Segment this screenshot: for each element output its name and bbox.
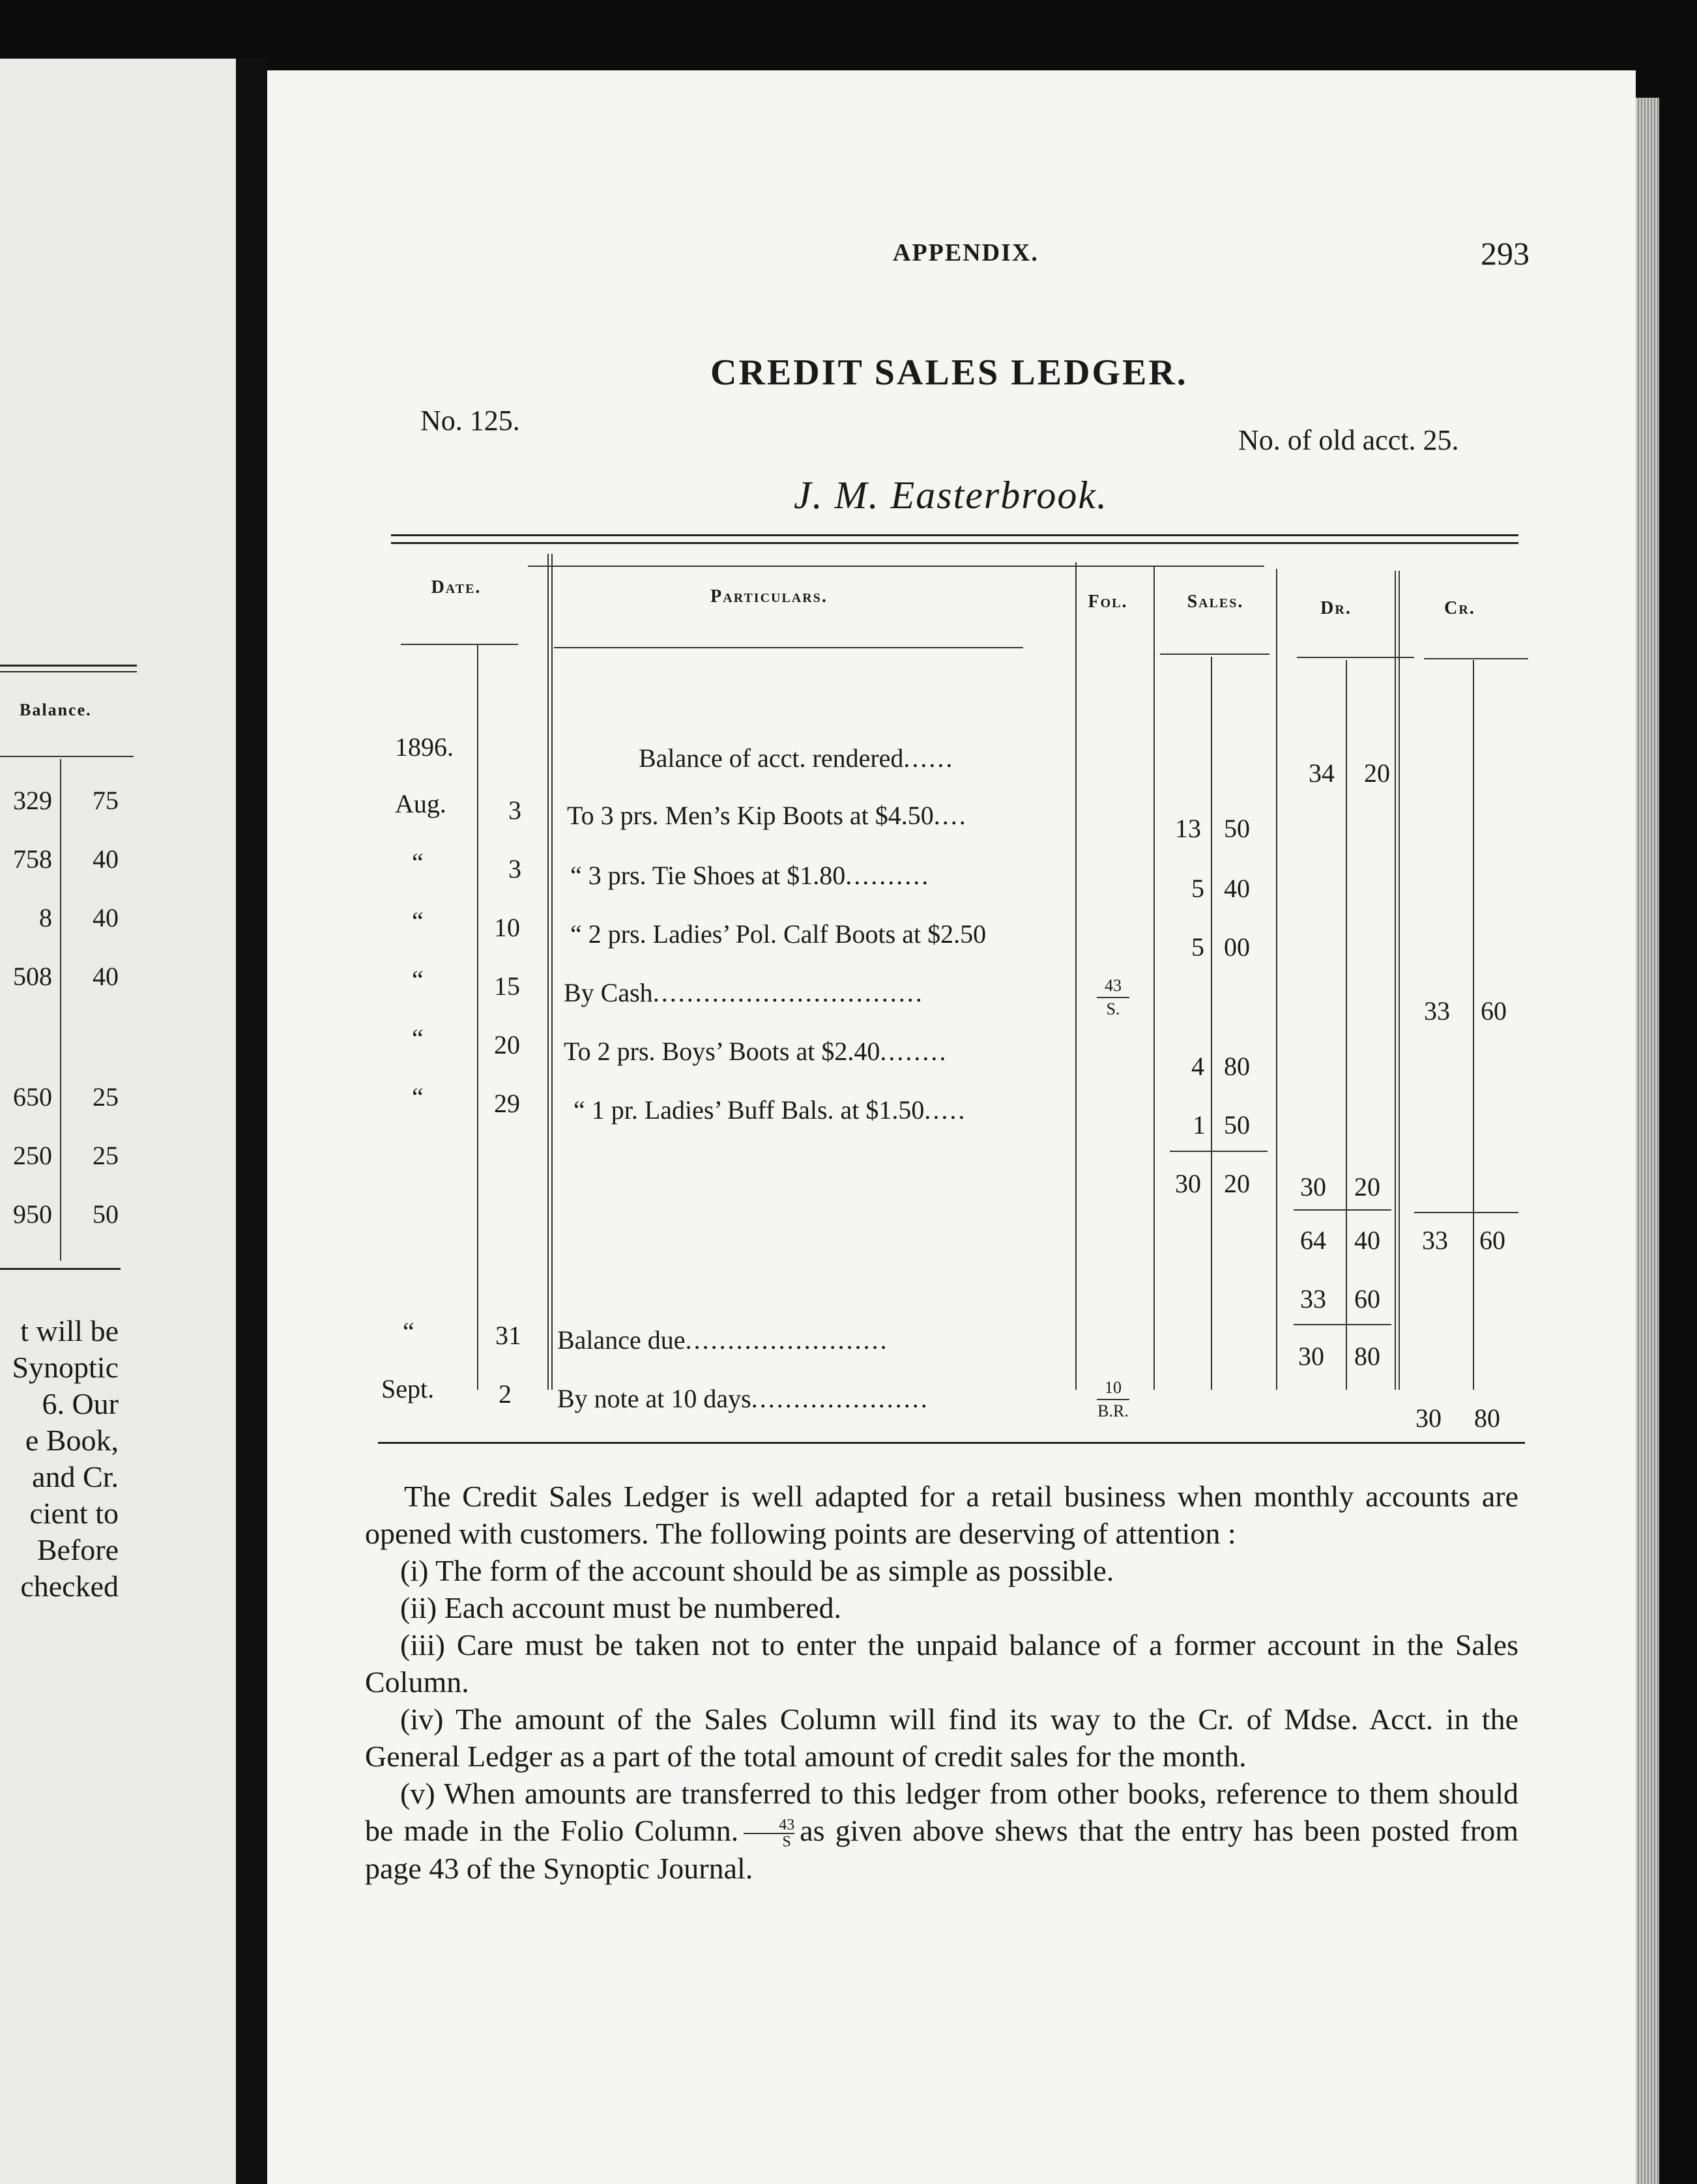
date-month: “ bbox=[412, 848, 424, 877]
cr-cents: 60 bbox=[1481, 996, 1507, 1026]
table-top-rule bbox=[391, 534, 1518, 536]
left-amount: 8 bbox=[39, 903, 52, 932]
particulars-entry: To 2 prs. Boys’ Boots at $2.40........ bbox=[564, 1037, 948, 1066]
particulars-entry: By note at 10 days..................... bbox=[557, 1384, 929, 1413]
col-header-sales: Sales. bbox=[1187, 592, 1244, 612]
date-month: “ bbox=[412, 965, 424, 994]
dr-balance-cents: 80 bbox=[1354, 1342, 1380, 1371]
page-number: 293 bbox=[1481, 235, 1530, 272]
dr-cents: 20 bbox=[1364, 758, 1390, 788]
date-day: 15 bbox=[494, 971, 520, 1001]
page-edges bbox=[1636, 98, 1659, 2184]
folio-sales-divider bbox=[1153, 566, 1155, 1390]
date-day-divider bbox=[477, 644, 478, 1390]
left-cents: 50 bbox=[93, 1200, 119, 1229]
intro-paragraph: The Credit Sales Ledger is well adapted for a retail business when monthly accounts are opened with customers. The following points are deserving of attention : bbox=[365, 1480, 1518, 1550]
col-header-date: Date. bbox=[431, 577, 482, 597]
folio-page: 43 bbox=[1097, 975, 1129, 998]
date-month: “ bbox=[412, 906, 424, 936]
dr-header-underline bbox=[1297, 657, 1414, 658]
account-number: No. 125. bbox=[420, 405, 520, 437]
left-row bbox=[0, 844, 124, 876]
left-header-separator bbox=[0, 756, 134, 757]
left-cents: 25 bbox=[93, 1141, 119, 1170]
left-header-rule-2 bbox=[0, 671, 137, 672]
customer-name: J. M. Easterbrook. bbox=[794, 474, 1109, 517]
sales-header-underline bbox=[1160, 654, 1269, 655]
sales-dr-divider bbox=[1276, 569, 1277, 1390]
sales-cents: 50 bbox=[1224, 814, 1250, 843]
date-day: 3 bbox=[508, 796, 521, 825]
date-day: 29 bbox=[494, 1089, 520, 1118]
left-amount: 329 bbox=[13, 786, 52, 815]
dr-dollars: 33 bbox=[1300, 1284, 1326, 1314]
point-1: (i) The form of the account should be as simple as possible. bbox=[400, 1554, 1114, 1587]
left-cents: 40 bbox=[93, 962, 119, 991]
left-amount: 650 bbox=[13, 1082, 52, 1112]
table-bottom-rule bbox=[378, 1442, 1525, 1444]
explanatory-text bbox=[365, 1478, 1518, 1887]
dr-dollars: 30 bbox=[1300, 1172, 1326, 1201]
particulars-entry: To 3 prs. Men’s Kip Boots at $4.50.... bbox=[567, 801, 968, 830]
date-month: Sept. bbox=[381, 1374, 435, 1403]
cr-dollars: 30 bbox=[1415, 1403, 1442, 1433]
left-facing-page bbox=[0, 59, 236, 2184]
folio-page: 10 bbox=[1097, 1377, 1129, 1400]
left-cents: 25 bbox=[93, 1082, 119, 1112]
sales-dollars: 4 bbox=[1191, 1052, 1204, 1081]
left-amount: 508 bbox=[13, 962, 52, 991]
date-header-underline bbox=[401, 644, 518, 645]
sales-dollars: 13 bbox=[1175, 814, 1201, 843]
table-top-rule-2 bbox=[391, 542, 1518, 544]
folio-reference bbox=[1087, 975, 1139, 1020]
left-bottom-rule bbox=[0, 1268, 121, 1270]
point-4: (iv) The amount of the Sales Column will find its way to the Cr. of Mdse. Acct. in the General Ledger as a part of the total amount of credit sales for the month. bbox=[365, 1703, 1518, 1773]
cr-total-cents: 60 bbox=[1479, 1226, 1505, 1255]
sales-total-dollars: 30 bbox=[1175, 1169, 1201, 1198]
folio-book: S. bbox=[1106, 999, 1120, 1018]
col-header-folio: Fol. bbox=[1088, 592, 1128, 612]
left-text-fragment bbox=[0, 1313, 119, 1605]
left-column-divider bbox=[60, 759, 61, 1261]
right-page bbox=[267, 70, 1636, 2184]
date-month: “ bbox=[403, 1317, 414, 1346]
left-text-line: 6. Our bbox=[42, 1387, 119, 1420]
left-balance-header: Balance. bbox=[20, 700, 92, 719]
left-header-rule bbox=[0, 665, 137, 667]
dr-total-rule bbox=[1294, 1209, 1391, 1211]
date-day: 2 bbox=[499, 1379, 512, 1409]
dr-cr-divider-2 bbox=[1399, 571, 1400, 1390]
particulars-entry: Balance of acct. rendered...... bbox=[639, 743, 955, 773]
left-row bbox=[0, 1199, 124, 1231]
left-cents: 40 bbox=[93, 844, 119, 874]
left-text-line: t will be bbox=[20, 1314, 119, 1347]
date-month: 1896. bbox=[395, 732, 454, 762]
left-row bbox=[0, 1140, 124, 1173]
sales-cents: 80 bbox=[1224, 1052, 1250, 1081]
left-row bbox=[0, 1082, 124, 1114]
col-header-cr: Cr. bbox=[1444, 598, 1475, 618]
sales-cents: 50 bbox=[1224, 1110, 1250, 1140]
left-amount: 758 bbox=[13, 844, 52, 874]
folio-fraction: $\frac{43}{S}$ bbox=[744, 1817, 794, 1850]
left-text-line: Synoptic bbox=[12, 1351, 119, 1384]
dr-dollars: 34 bbox=[1309, 758, 1335, 788]
dr-balance-rule bbox=[1294, 1324, 1391, 1325]
left-text-line: and Cr. bbox=[32, 1460, 119, 1493]
dr-cents-divider bbox=[1346, 660, 1347, 1390]
particulars-entry: By Cash................................ bbox=[564, 978, 924, 1007]
date-day: 31 bbox=[495, 1321, 521, 1350]
left-amount: 250 bbox=[13, 1141, 52, 1170]
left-text-line: checked bbox=[20, 1570, 119, 1603]
dr-cents: 60 bbox=[1354, 1284, 1380, 1314]
dr-total-cents: 40 bbox=[1354, 1226, 1380, 1255]
dr-cr-divider bbox=[1395, 571, 1396, 1390]
particulars-entry: “ 3 prs. Tie Shoes at $1.80.......... bbox=[570, 861, 931, 890]
left-row bbox=[0, 902, 124, 935]
particulars-header-underline bbox=[554, 647, 1023, 648]
cr-cents: 80 bbox=[1474, 1403, 1500, 1433]
left-cents: 75 bbox=[93, 786, 119, 815]
sales-cents: 00 bbox=[1224, 932, 1250, 962]
particulars-entry: Balance due........................ bbox=[557, 1325, 889, 1355]
left-row bbox=[0, 961, 124, 994]
sales-dollars: 1 bbox=[1193, 1110, 1206, 1140]
sales-cents: 40 bbox=[1224, 874, 1250, 903]
particulars-folio-divider bbox=[1075, 562, 1077, 1390]
particulars-entry: “ 1 pr. Ladies’ Buff Bals. at $1.50..... bbox=[573, 1095, 967, 1125]
running-head: APPENDIX. bbox=[893, 239, 1039, 266]
folio-reference bbox=[1087, 1377, 1139, 1422]
date-day: 3 bbox=[508, 854, 521, 884]
cr-dollars: 33 bbox=[1424, 996, 1450, 1026]
point-5: (v) When amounts are transferred to this ledger from other books, reference to them should be made in the Folio Column. $\frac{43}{S}$ as given above shews that the entry has been posted from page 43 of the Synoptic Journal. bbox=[365, 1777, 1518, 1886]
col-header-dr: Dr. bbox=[1320, 598, 1352, 618]
point-2: (ii) Each account must be numbered. bbox=[400, 1591, 841, 1624]
left-text-line: cient to bbox=[29, 1497, 119, 1530]
dr-balance-dollars: 30 bbox=[1298, 1342, 1324, 1371]
left-cents: 40 bbox=[93, 903, 119, 932]
left-text-line: Before bbox=[36, 1533, 119, 1566]
folio-book: B.R. bbox=[1097, 1401, 1129, 1420]
old-account-number: No. of old acct. 25. bbox=[1238, 424, 1459, 456]
particulars-entry: “ 2 prs. Ladies’ Pol. Calf Boots at $2.50 bbox=[570, 919, 987, 949]
date-day: 10 bbox=[494, 913, 520, 942]
date-month: “ bbox=[412, 1024, 424, 1053]
ledger-title: CREDIT SALES LEDGER. bbox=[710, 352, 1188, 393]
cr-header-underline bbox=[1424, 658, 1528, 659]
sales-dollars: 5 bbox=[1191, 932, 1204, 962]
sales-total-rule bbox=[1170, 1151, 1268, 1152]
date-month: “ bbox=[412, 1082, 424, 1112]
left-text-line: e Book, bbox=[25, 1424, 119, 1457]
cr-cents-divider bbox=[1473, 660, 1474, 1390]
dr-total-dollars: 64 bbox=[1300, 1226, 1326, 1255]
point-3: (iii) Care must be taken not to enter the unpaid balance of a former account in the Sales Column. bbox=[365, 1628, 1518, 1699]
date-month: Aug. bbox=[395, 789, 446, 818]
date-particulars-divider-2 bbox=[551, 554, 553, 1390]
col-header-particulars: Particulars. bbox=[710, 586, 828, 607]
left-row bbox=[0, 785, 124, 818]
left-amount: 950 bbox=[13, 1200, 52, 1229]
cr-total-dollars: 33 bbox=[1422, 1226, 1448, 1255]
date-particulars-divider bbox=[547, 554, 549, 1390]
sales-cents-divider bbox=[1211, 657, 1212, 1390]
dr-cents: 20 bbox=[1354, 1172, 1380, 1201]
cr-total-rule bbox=[1414, 1212, 1518, 1213]
book-gutter bbox=[236, 59, 267, 2184]
date-day: 20 bbox=[494, 1030, 520, 1059]
sales-total-cents: 20 bbox=[1224, 1169, 1250, 1198]
sales-dollars: 5 bbox=[1191, 874, 1204, 903]
